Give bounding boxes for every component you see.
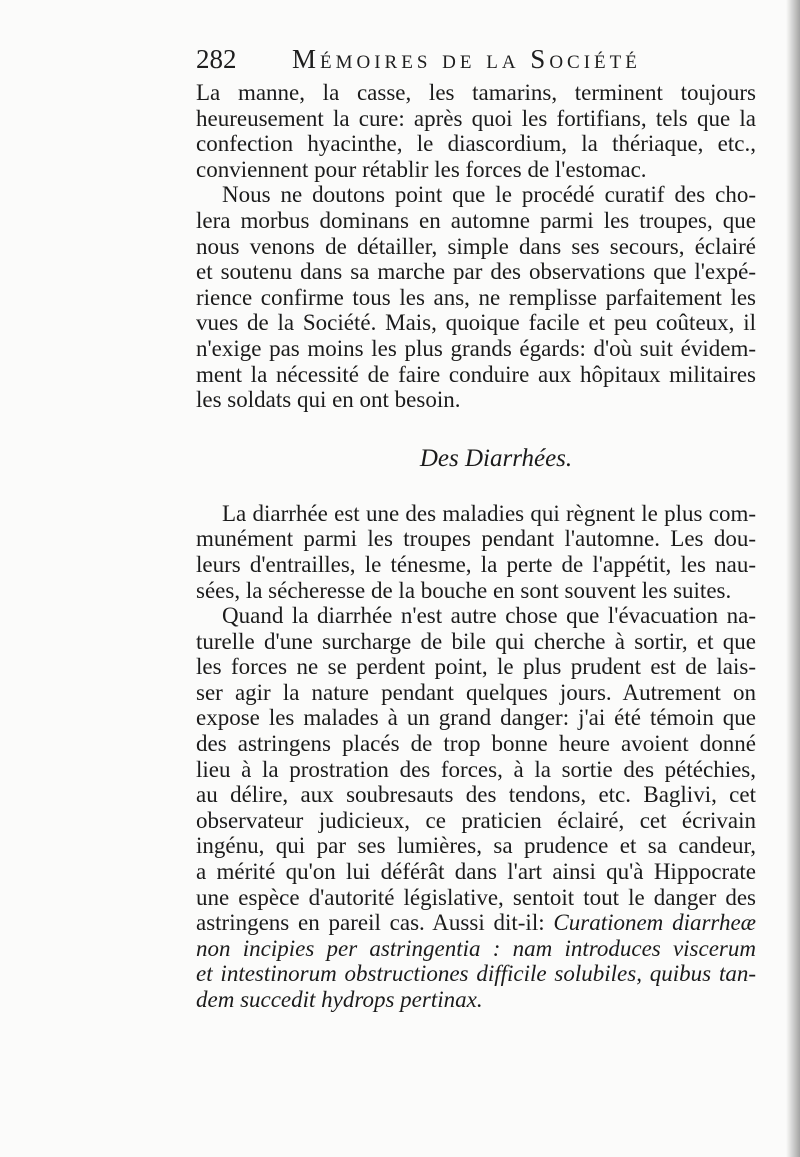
page-number: 282 <box>196 44 237 74</box>
text-line: La diarrhée est une des maladies qui règnent le plus com- <box>222 500 756 526</box>
paragraph-cure <box>196 80 756 182</box>
text-line: munément parmi les troupes pendant l'automne. Les dou- <box>196 526 756 552</box>
text-line-mixed <box>196 910 756 936</box>
text-line: ment la nécessité de faire conduire aux hôpitaux militaires <box>196 361 756 387</box>
paragraph-diarrhea-intro <box>196 501 756 603</box>
text-line: les soldats qui en ont besoin. <box>196 387 461 413</box>
text-line: leurs d'entrailles, le ténesme, la perte de l'appétit, les nau- <box>196 551 756 577</box>
text-line: Quand la diarrhée n'est autre chose que l'évacuation na- <box>222 603 756 629</box>
page-edge-shadow <box>786 0 800 1157</box>
text-line: conviennent pour rétablir les forces de l'estomac. <box>196 156 647 182</box>
text-line: une espèce d'autorité législative, sentoit tout le danger des <box>196 884 756 910</box>
text-segment: astringens en pareil cas. Aussi dit-il: <box>196 910 545 936</box>
text-line: rience confirme tous les ans, ne remplisse parfaitement les <box>196 284 756 310</box>
text-line: a mérité qu'on lui déférât dans l'art ainsi qu'à Hippocrate <box>196 859 756 885</box>
latin-line: et intestinorum obstructiones difficile solubiles, quibus tan- <box>196 961 756 987</box>
paragraph-diarrhea-treatment <box>196 603 756 1013</box>
text-line: sées, la sécheresse de la bouche en sont souvent les suites. <box>196 577 732 603</box>
text-line: expose les malades à un grand danger: j'ai été témoin que <box>196 705 756 731</box>
section-heading: Des Diarrhées. <box>419 444 573 472</box>
text-line: La manne, la casse, les tamarins, terminent toujours <box>196 80 756 105</box>
paragraph-cholera <box>196 182 756 412</box>
text-line: confection hyacinthe, le diascordium, la thériaque, etc., <box>196 131 756 157</box>
text-line: turelle d'une surcharge de bile qui cherche à sortir, et que <box>196 628 756 654</box>
latin-quote-start: Curationem diarrheæ <box>553 910 757 936</box>
text-line: heureusement la cure: après quoi les fortifians, tels que la <box>196 105 756 131</box>
text-line: Nous ne doutons point que le procédé curatif des cho- <box>222 182 756 208</box>
running-head <box>196 44 676 84</box>
text-line: lera morbus dominans en automne parmi les troupes, que <box>196 207 756 233</box>
text-line: au délire, aux soubresauts des tendons, etc. Baglivi, cet <box>196 782 756 808</box>
latin-line: dem succedit hydrops pertinax. <box>196 987 483 1012</box>
text-line: ser agir la nature pendant quelques jours. Autrement on <box>196 679 756 705</box>
latin-line: non incipies per astringentia : nam introduces viscerum <box>196 935 756 961</box>
text-line: lieu à la prostration des forces, à la sortie des pétéchies, <box>196 756 756 782</box>
text-line: observateur judicieux, ce praticien éclairé, cet écrivain <box>196 807 756 833</box>
body-text <box>196 80 756 1013</box>
running-title: Mémoires de la Société <box>292 44 641 74</box>
text-line: les forces ne se perdent point, le plus prudent est de lais- <box>196 654 756 680</box>
text-line: ingénu, qui par ses lumières, sa prudence et sa candeur, <box>196 833 756 859</box>
text-line: n'exige pas moins les plus grands égards: d'où suit évidem- <box>196 335 756 361</box>
text-line: vues de la Société. Mais, quoique facile et peu coûteux, il <box>196 310 756 336</box>
text-line: et soutenu dans sa marche par des observations que l'expé- <box>196 259 756 285</box>
text-line: nous venons de détailler, simple dans ses secours, éclairé <box>196 233 756 259</box>
text-line: des astringens placés de trop bonne heure avoient donné <box>196 731 756 757</box>
